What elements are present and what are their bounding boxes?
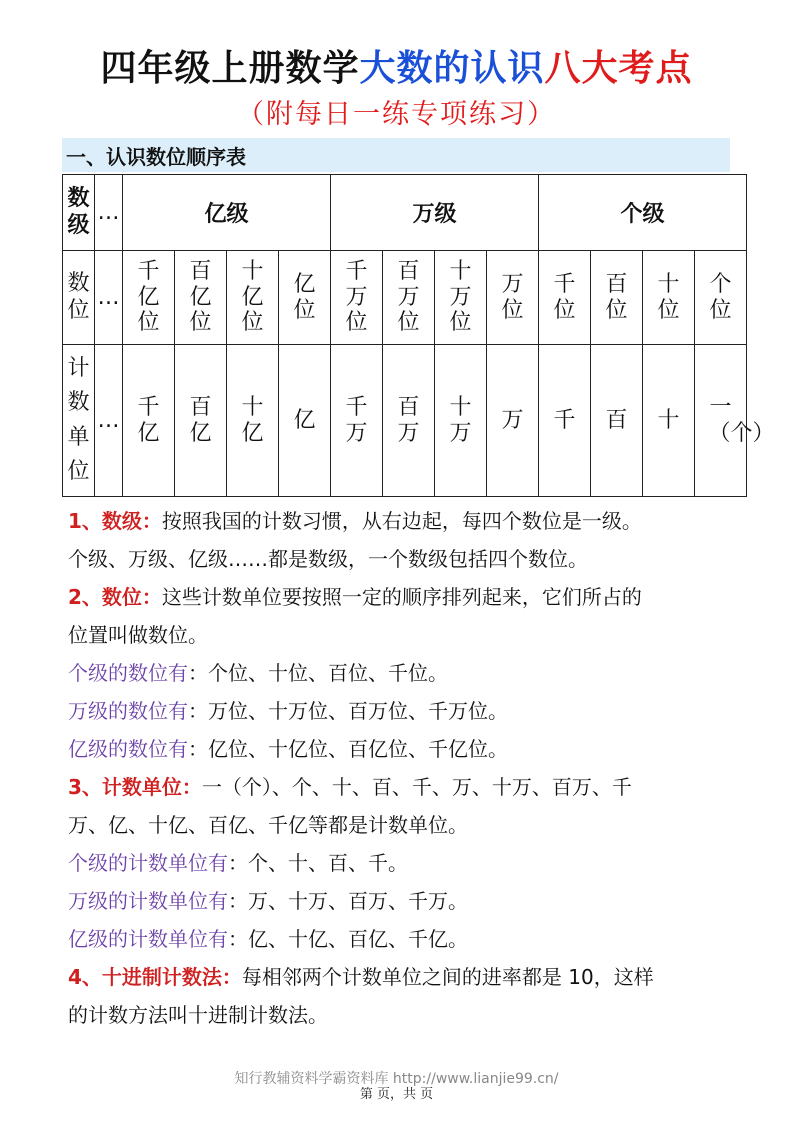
digit-cell: 个位 [695,251,747,345]
unit-cell: 一（个） [695,345,747,497]
note-2-line2: 位置叫做数位。 [68,623,208,647]
sub-key: 个级的计数单位有 [68,851,228,875]
note-3-sub1 [68,844,738,882]
note-1-line2: 个级、万级、亿级……都是数级，一个数级包括四个数位。 [68,547,588,571]
title-part-grade: 四年级上册数学 [100,47,360,89]
digit-cell: 千亿位 [123,251,175,345]
digit-cell: 百万位 [383,251,435,345]
sub-text: ：万、十万、百万、千万。 [228,889,468,913]
level-yi: 亿级 [123,175,331,251]
note-3-line2: 万、亿、十亿、百亿、千亿等都是计数单位。 [68,813,468,837]
ellipsis-cell: … [95,345,123,497]
unit-cell: 十 [643,345,695,497]
note-text: 每相邻两个计数单位之间的进率都是 10，这样 [241,965,654,989]
note-text: 按照我国的计数习惯，从右边起，每四个数位是一级。 [161,509,642,533]
sub-key: 万级的计数单位有 [68,889,228,913]
note-key: 2、数位： [68,585,162,609]
unit-cell: 百 [591,345,643,497]
level-ge: 个级 [539,175,747,251]
digit-cell: 百亿位 [175,251,227,345]
unit-cell: 千亿 [123,345,175,497]
unit-cell: 十万 [435,345,487,497]
digit-cell: 千万位 [331,251,383,345]
note-key: 3、计数单位： [68,775,202,799]
digit-cell: 十亿位 [227,251,279,345]
sub-text: ：亿位、十亿位、百亿位、千亿位。 [188,737,508,761]
note-text: 一（个）、个、十、百、千、万、十万、百万、千 [201,775,632,799]
page-title [0,40,793,91]
digit-cell: 十万位 [435,251,487,345]
sub-key: 万级的数位有 [68,699,188,723]
table-row-levels [63,175,747,251]
table-row-units [63,345,747,497]
sub-key: 亿级的计数单位有 [68,927,228,951]
place-value-table [62,174,775,497]
note-1-line [68,502,738,540]
sub-text: ：个位、十位、百位、千位。 [188,661,448,685]
note-4-line2: 的计数方法叫十进制计数法。 [68,1003,328,1027]
row-label-digits: 数位 [63,251,95,345]
title-part-topic: 大数的认识 [359,47,545,89]
unit-cell: 百万 [383,345,435,497]
digit-cell: 百位 [591,251,643,345]
notes-section [68,502,738,1034]
unit-cell: 亿 [279,345,331,497]
unit-cell: 十亿 [227,345,279,497]
level-wan: 万级 [331,175,539,251]
note-text: 这些计数单位要按照一定的顺序排列起来，它们所占的 [161,585,642,609]
row-label-units: 计数单位 [63,345,95,497]
unit-cell: 千万 [331,345,383,497]
row-label-levels: 数级 [63,175,95,251]
page-subtitle: （附每日一练专项练习） [237,99,556,130]
sub-text: ：个、十、百、千。 [228,851,408,875]
note-2-sub2 [68,692,738,730]
note-2-line [68,578,738,616]
table-row-digits [63,251,747,345]
note-key: 4、十进制计数法： [68,965,242,989]
note-key: 1、数级： [68,509,162,533]
note-4-line [68,958,738,996]
digit-cell: 十位 [643,251,695,345]
digit-cell: 万位 [487,251,539,345]
unit-cell: 千 [539,345,591,497]
ellipsis-cell: … [95,251,123,345]
unit-cell: 百亿 [175,345,227,497]
note-3-line [68,768,738,806]
sub-key: 个级的数位有 [68,661,188,685]
section-heading: 一、认识数位顺序表 [62,138,730,172]
title-part-points: 八大考点 [544,47,693,89]
note-3-sub2 [68,882,738,920]
sub-text: ：万位、十万位、百万位、千万位。 [188,699,508,723]
watermark-footer: 知行教辅资料学霸资料库 http://www.lianjie99.cn/ [234,1071,559,1087]
sub-text: ：亿、十亿、百亿、千亿。 [228,927,468,951]
page-number: 第 页，共 页 [359,1087,434,1102]
digit-cell: 千位 [539,251,591,345]
note-2-sub3 [68,730,738,768]
note-2-sub1 [68,654,738,692]
unit-cell: 万 [487,345,539,497]
note-3-sub3 [68,920,738,958]
sub-key: 亿级的数位有 [68,737,188,761]
digit-cell: 亿位 [279,251,331,345]
ellipsis-cell: … [95,175,123,251]
